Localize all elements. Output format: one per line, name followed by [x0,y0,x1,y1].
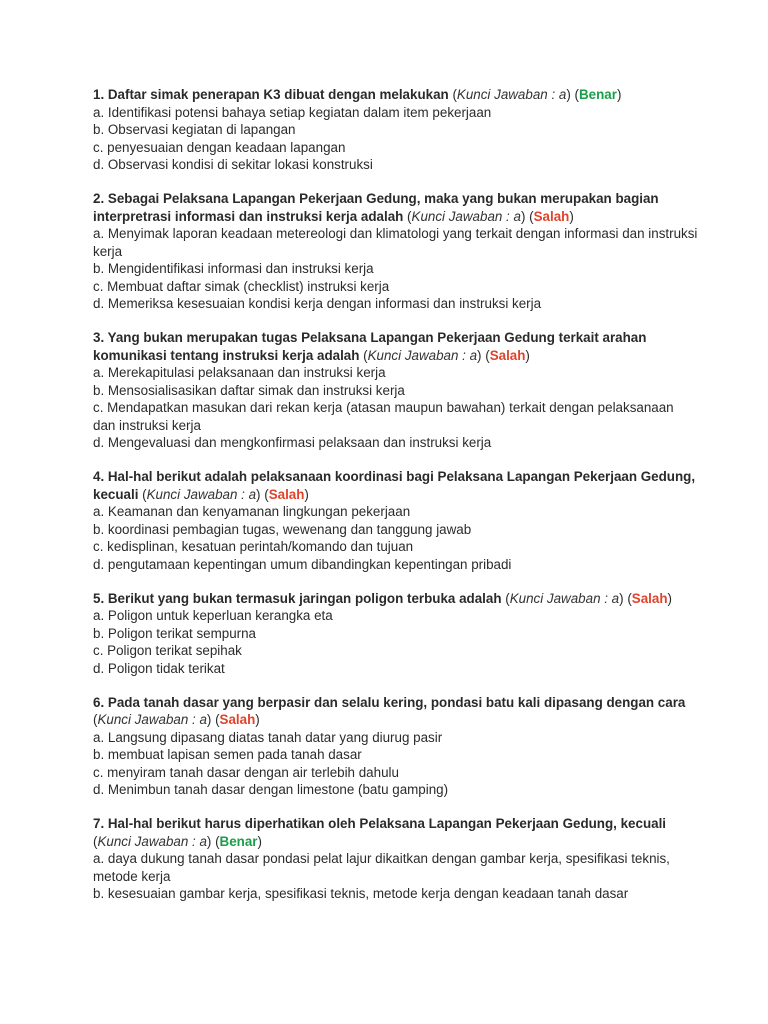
answer-status-badge: Benar [578,87,617,102]
option-list [93,225,698,313]
answer-option: c. kedisplinan, kesatuan perintah/komando dan tujuan [93,539,414,554]
question-stem [93,329,698,364]
answer-meta: (Kunci Jawaban : a) (Salah) [138,486,309,502]
answer-status-badge: Salah [219,712,256,727]
question-text: 4. Hal-hal berikut adalah pelaksanaan koordinasi bagi Pelaksana Lapangan Pekerjaan Gedung, kecuali [93,469,696,502]
answer-option: a. Keamanan dan kenyamanan lingkungan pekerjaan [93,504,411,519]
answer-key: Kunci Jawaban : a [97,712,207,727]
question-block [93,694,698,799]
answer-option: a. daya dukung tanah dasar pondasi pelat lajur dikaitkan dengan gambar kerja, spesifikasi teknis, metode kerja [93,851,670,884]
answer-option: c. menyiram tanah dasar dengan air terlebih dahulu [93,764,399,780]
answer-status-badge: Salah [268,486,305,502]
answer-option: b. Mengidentifikasi informasi dan instruksi kerja [93,261,374,276]
answer-key: Kunci Jawaban : a [97,833,207,849]
question-text: 1. Daftar simak penerapan K3 dibuat dengan melakukan [93,87,449,102]
answer-key: Kunci Jawaban : a [146,486,257,502]
question-stem [93,590,698,608]
answer-option: d. Observasi kondisi di sekitar lokasi konstruksi [93,157,373,172]
answer-option: d. Menimbun tanah dasar dengan limestone (batu gamping) [93,782,449,797]
answer-status-badge: Salah [533,208,570,224]
answer-meta: (Kunci Jawaban : a) (Benar) [448,87,622,102]
question-list [93,86,698,903]
question-stem [93,815,698,850]
answer-option: b. Poligon terikat sempurna [93,625,257,641]
answer-option: d. Mengevaluasi dan mengkonfirmasi pelaksaan dan instruksi kerja [93,435,492,450]
answer-key: Kunci Jawaban : a [509,590,620,606]
question-stem [93,694,698,729]
answer-option: a. Poligon untuk keperluan kerangka eta [93,608,333,623]
answer-option: c. Poligon terikat sepihak [93,643,242,658]
option-list [93,850,698,903]
answer-option: c. Membuat daftar simak (checklist) instruksi kerja [93,278,390,294]
question-block [93,190,698,313]
question-text: 3. Yang bukan merupakan tugas Pelaksana Lapangan Pekerjaan Gedung terkait arahan komunikasi tentang instruksi kerja adalah [93,330,647,363]
question-block [93,329,698,452]
question-block [93,815,698,903]
question-block [93,590,698,678]
option-list [93,104,698,174]
answer-option: c. Mendapatkan masukan dari rekan kerja (atasan maupun bawahan) terkait dengan pelaksanaan dan instruksi kerja [93,400,674,433]
answer-option: a. Merekapitulasi pelaksanaan dan instruksi kerja [93,365,386,380]
answer-option: a. Identifikasi potensi bahaya setiap kegiatan dalam item pekerjaan [93,104,492,120]
option-list [93,503,698,573]
question-block [93,468,698,573]
answer-option: b. membuat lapisan semen pada tanah dasar [93,747,362,762]
answer-option: b. Mensosialisasikan daftar simak dan instruksi kerja [93,382,405,398]
answer-option: c. penyesuaian dengan keadaan lapangan [93,139,346,155]
question-stem [93,190,698,225]
question-text: 2. Sebagai Pelaksana Lapangan Pekerjaan Gedung, maka yang bukan merupakan bagian interpretrasi informasi dan instruksi kerja adalah [93,191,659,224]
answer-option: d. Poligon tidak terikat [93,660,225,676]
option-list [93,607,698,677]
answer-meta: (Kunci Jawaban : a) (Benar) [93,833,262,849]
answer-option: a. Menyimak laporan keadaan metereologi dan klimatologi yang terkait dengan informasi dan instruksi kerja [93,226,698,259]
answer-option: d. Memeriksa kesesuaian kondisi kerja dengan informasi dan instruksi kerja [93,296,542,311]
answer-status-badge: Benar [219,833,258,849]
question-block [93,86,698,174]
answer-key: Kunci Jawaban : a [411,208,521,224]
answer-status-badge: Salah [631,590,668,606]
question-text: 5. Berikut yang bukan termasuk jaringan poligon terbuka adalah [93,590,502,606]
option-list [93,364,698,452]
answer-option: a. Langsung dipasang diatas tanah datar yang diurug pasir [93,729,443,745]
answer-option: b. koordinasi pembagian tugas, wewenang dan tanggung jawab [93,521,472,537]
answer-meta: (Kunci Jawaban : a) (Salah) [359,347,530,363]
answer-option: b. Observasi kegiatan di lapangan [93,122,296,137]
answer-option: d. pengutamaan kepentingan umum dibandingkan kepentingan pribadi [93,556,512,572]
question-text: 7. Hal-hal berikut harus diperhatikan oleh Pelaksana Lapangan Pekerjaan Gedung, kecuali [93,816,667,831]
answer-status-badge: Salah [489,347,526,363]
question-stem [93,86,698,104]
answer-option: b. kesesuaian gambar kerja, spesifikasi teknis, metode kerja dengan keadaan tanah dasar [93,886,629,901]
question-text: 6. Pada tanah dasar yang berpasir dan selalu kering, pondasi batu kali dipasang dengan cara [93,694,686,710]
answer-meta: (Kunci Jawaban : a) (Salah) [403,208,574,224]
question-stem [93,468,698,503]
answer-meta: (Kunci Jawaban : a) (Salah) [501,590,672,606]
answer-key: Kunci Jawaban : a [367,347,478,363]
answer-key: Kunci Jawaban : a [456,87,567,102]
answer-meta: (Kunci Jawaban : a) (Salah) [93,712,260,727]
option-list [93,729,698,799]
